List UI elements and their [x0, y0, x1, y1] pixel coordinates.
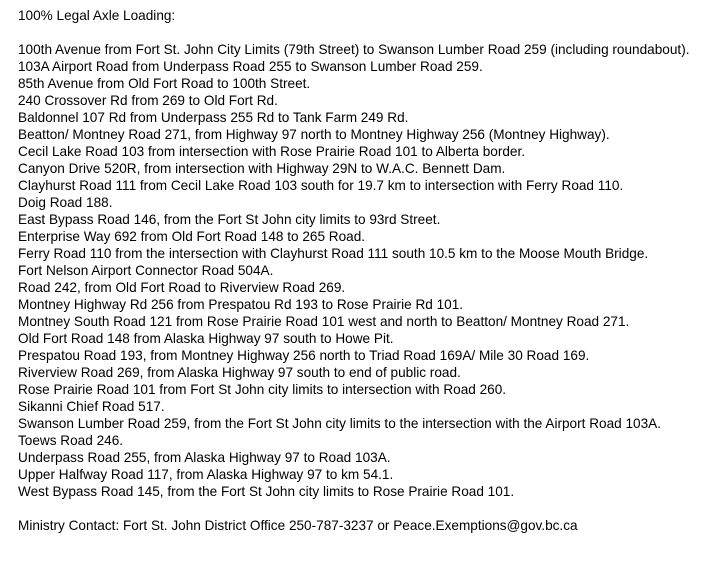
road-item: Baldonnel 107 Rd from Underpass 255 Rd to Tank Farm 249 Rd.: [18, 110, 409, 125]
road-item: East Bypass Road 146, from the Fort St John city limits to 93rd Street.: [18, 212, 441, 227]
road-item: Montney Highway Rd 256 from Prespatou Rd 193 to Rose Prairie Rd 101.: [18, 297, 464, 312]
spacer: [18, 24, 720, 41]
road-item: 100th Avenue from Fort St. John City Limits (79th Street) to Swanson Lumber Road 259 (including roundabout).: [18, 42, 690, 57]
document-heading: 100% Legal Axle Loading:: [18, 8, 176, 23]
road-item: Fort Nelson Airport Connector Road 504A.: [18, 263, 274, 278]
road-list: [18, 41, 698, 500]
road-item: Old Fort Road 148 from Alaska Highway 97 south to Howe Pit.: [18, 331, 394, 346]
road-item: Rose Prairie Road 101 from Fort St John city limits to intersection with Road 260.: [18, 382, 507, 397]
road-item: Underpass Road 255, from Alaska Highway 97 to Road 103A.: [18, 450, 391, 465]
road-item: Cecil Lake Road 103 from intersection with Rose Prairie Road 101 to Alberta border.: [18, 144, 526, 159]
road-item: Enterprise Way 692 from Old Fort Road 148 to 265 Road.: [18, 229, 366, 244]
road-item: 240 Crossover Rd from 269 to Old Fort Rd.: [18, 93, 278, 108]
spacer: [18, 500, 720, 517]
road-item: Canyon Drive 520R, from intersection with Highway 29N to W.A.C. Bennett Dam.: [18, 161, 506, 176]
road-item: Beatton/ Montney Road 271, from Highway 97 north to Montney Highway 256 (Montney Highway).: [18, 127, 610, 142]
road-item: 103A Airport Road from Underpass Road 255 to Swanson Lumber Road 259.: [18, 59, 483, 74]
road-item: Riverview Road 269, from Alaska Highway 97 south to end of public road.: [18, 365, 461, 380]
road-item: Clayhurst Road 111 from Cecil Lake Road 103 south for 19.7 km to intersection with Ferry Road 110.: [18, 178, 624, 193]
road-item: Upper Halfway Road 117, from Alaska Highway 97 to km 54.1.: [18, 467, 394, 482]
road-item: Road 242, from Old Fort Road to Riverview Road 269.: [18, 280, 346, 295]
road-item: Montney South Road 121 from Rose Prairie Road 101 west and north to Beatton/ Montney Road 271.: [18, 314, 630, 329]
road-item: Toews Road 246.: [18, 433, 124, 448]
road-item: Prespatou Road 193, from Montney Highway 256 north to Triad Road 169A/ Mile 30 Road 169.: [18, 348, 590, 363]
road-item: 85th Avenue from Old Fort Road to 100th Street.: [18, 76, 311, 91]
road-item: Ferry Road 110 from the intersection with Clayhurst Road 111 south 10.5 km to the Moose Mouth Bridge.: [18, 246, 649, 261]
road-item: Sikanni Chief Road 517.: [18, 399, 165, 414]
ministry-contact: Ministry Contact: Fort St. John District Office 250-787-3237 or Peace.Exemptions@gov.bc.ca: [18, 518, 578, 533]
road-item: West Bypass Road 145, from the Fort St John city limits to Rose Prairie Road 101.: [18, 484, 515, 499]
road-item: Swanson Lumber Road 259, from the Fort St John city limits to the intersection with the Airport Road 103A.: [18, 416, 662, 431]
road-item: Doig Road 188.: [18, 195, 113, 210]
